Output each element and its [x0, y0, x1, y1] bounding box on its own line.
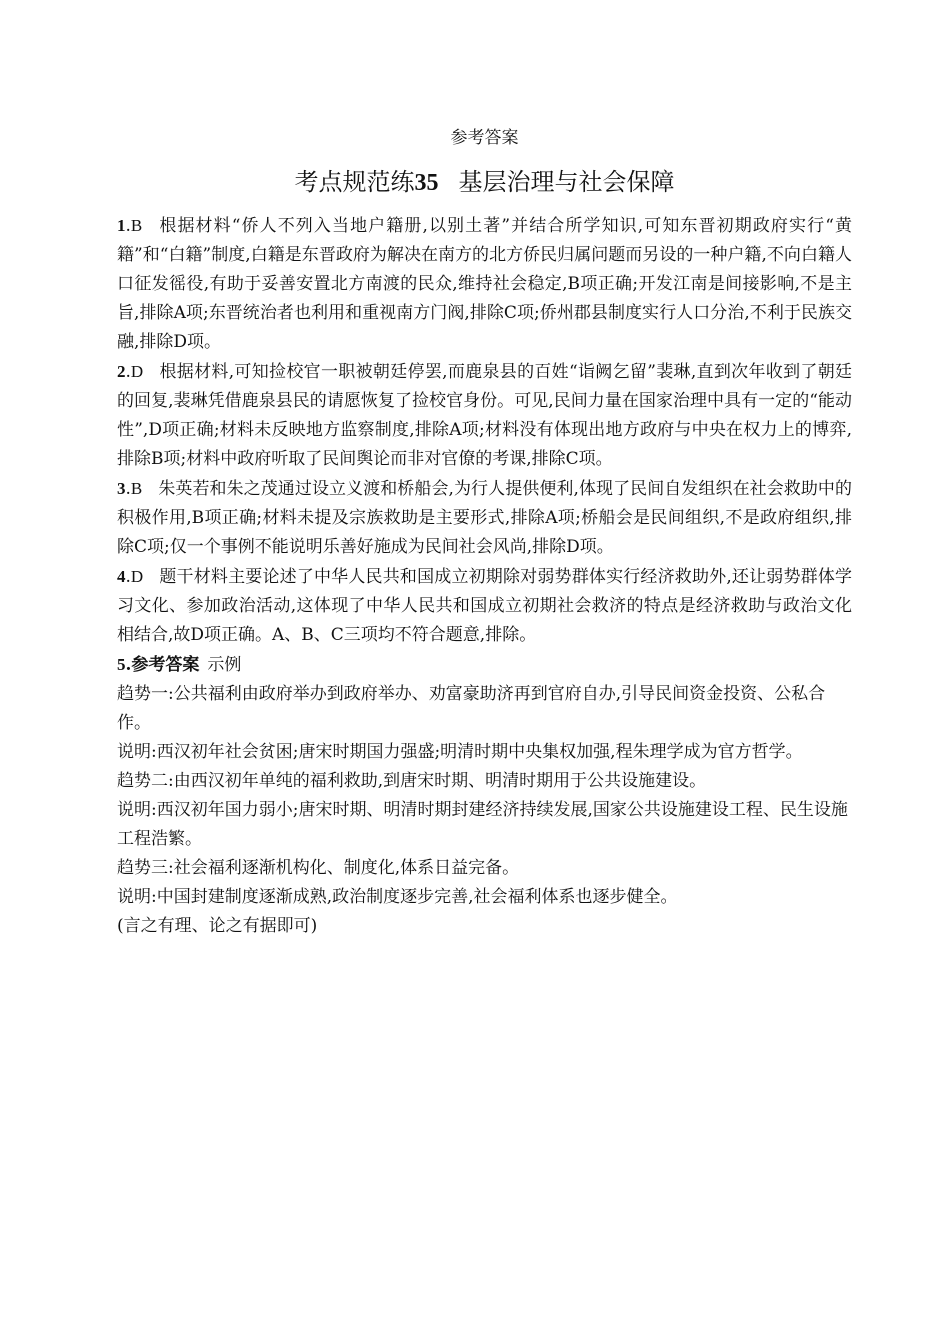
trend-1: 趋势一:公共福利由政府举办到政府举办、劝富豪助济再到官府自办,引导民间资金投资、公私合作。 — [117, 684, 826, 733]
answer-item — [117, 474, 852, 562]
example-label: 示例 — [207, 655, 242, 675]
explanation-1: 说明:西汉初年社会贫困;唐宋时期国力强盛;明清时期中央集权加强,程朱理学成为官方哲学。 — [117, 742, 803, 762]
answer-item — [117, 562, 852, 650]
answer-item — [117, 211, 852, 357]
answer-5-heading — [117, 650, 852, 680]
answer-item — [117, 357, 852, 474]
answer-dot: . — [125, 362, 131, 382]
answer-number: 4 — [117, 567, 126, 586]
answer-explanation: 朱英若和朱之茂通过设立义渡和桥船会,为行人提供便利,体现了民间自发组织在社会救助中的积极作用,B项正确;材料未提及宗族救助是主要形式,排除A项;桥船会是民间组织,不是政府组织,排除C项;仅一个事例不能说明乐善好施成为民间社会风尚,排除D项。 — [117, 479, 852, 557]
title-prefix: 考点规范练 — [294, 168, 415, 196]
answer-dot: . — [125, 216, 131, 236]
answer-dot: . — [125, 479, 131, 499]
page-title — [117, 164, 852, 201]
answer-choice: D — [130, 567, 144, 586]
answer-list — [117, 211, 852, 941]
answer-number: 5 — [117, 655, 126, 674]
answer-choice: D — [130, 362, 144, 381]
answer-explanation: 根据材料“侨人不列入当地户籍册,以别土著”并结合所学知识,可知东晋初期政府实行“黄籍”和“白籍”制度,白籍是东晋政府为解决在南方的北方侨民归属问题而另设的一种户籍,不向白籍人口征发徭役,有助于妥善安置北方南渡的民众,维持社会稳定,B项正确;开发江南是间接影响,不是主旨,排除A项;东晋统治者也利用和重视南方门阀,排除C项;侨州郡县制度实行人口分治,不利于民族交融,排除D项。 — [117, 216, 852, 352]
document-page — [117, 124, 852, 941]
answer-explanation: 题干材料主要论述了中华人民共和国成立初期除对弱势群体实行经济救助外,还让弱势群体学习文化、参加政治活动,这体现了中华人民共和国成立初期社会救济的特点是经济救助与政治文化相结合,故D项正确。A、B、C三项均不符合题意,排除。 — [117, 567, 852, 645]
answer-choice: B — [130, 216, 143, 235]
answer-number: 3 — [117, 479, 126, 498]
answer-number: 2 — [117, 362, 126, 381]
grading-note: (言之有理、论之有据即可) — [117, 916, 318, 936]
explanation-2: 说明:西汉初年国力弱小;唐宋时期、明清时期封建经济持续发展,国家公共设施建设工程、民生设施工程浩繁。 — [117, 800, 848, 849]
title-topic: 基层治理与社会保障 — [458, 168, 675, 196]
answer-choice: B — [130, 479, 143, 498]
trend-2: 趋势二:由西汉初年单纯的福利救助,到唐宋时期、明清时期用于公共设施建设。 — [117, 771, 707, 791]
answer-dot: . — [125, 655, 132, 675]
answer-dot: . — [125, 567, 131, 587]
reference-answer-label: 参考答案 — [131, 655, 200, 675]
title-number: 35 — [414, 170, 439, 196]
answer-number: 1 — [117, 216, 126, 235]
explanation-3: 说明:中国封建制度逐渐成熟,政治制度逐步完善,社会福利体系也逐步健全。 — [117, 887, 678, 907]
answer-explanation: 根据材料,可知捡校官一职被朝廷停罢,而鹿泉县的百姓“诣阙乞留”裴琳,直到次年收到了朝廷的回复,裴琳凭借鹿泉县民的请愿恢复了捡校官身份。可见,民间力量在国家治理中具有一定的“能动性”,D项正确;材料未反映地方监察制度,排除A项;材料没有体现出地方政府与中央在权力上的博弈,排除B项;材料中政府听取了民间舆论而非对官僚的考课,排除C项。 — [117, 362, 852, 469]
trend-3: 趋势三:社会福利逐渐机构化、制度化,体系日益完备。 — [117, 858, 520, 878]
page-subtitle: 参考答案 — [450, 128, 519, 148]
